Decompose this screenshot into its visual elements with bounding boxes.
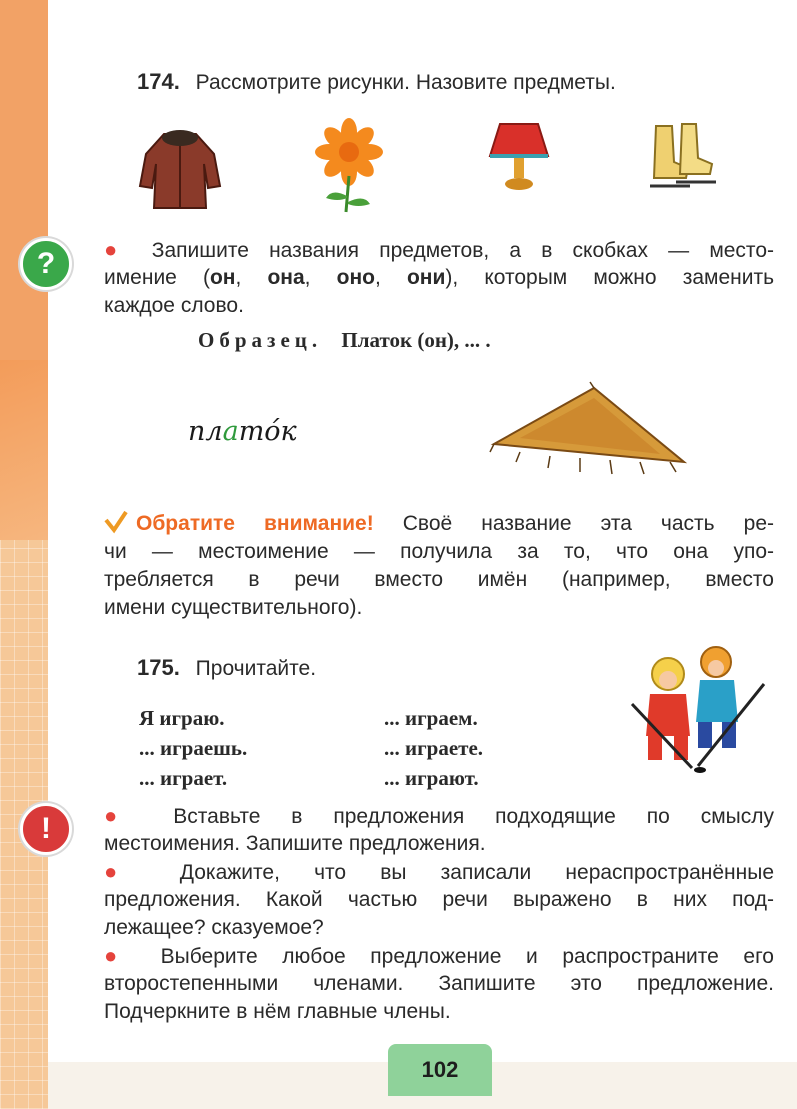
task-2-line-3: лежащее? сказуемое? xyxy=(104,916,324,939)
task-3-line-1: ● Выберите любое предложение и распространите его xyxy=(104,943,774,968)
note-line-4: имени существительного). xyxy=(104,596,363,619)
question-badge-icon: ? xyxy=(20,238,72,290)
table-row-2-right: ... играете. xyxy=(384,736,484,760)
coat-icon xyxy=(134,124,226,214)
attention-label: Обратите внимание! xyxy=(136,512,374,535)
checkmark-icon xyxy=(104,510,128,532)
task-2-line-1: ● Докажите, что вы записали нераспространённые xyxy=(104,859,774,884)
exercise-174-header xyxy=(137,68,616,97)
bullet-icon: ● xyxy=(104,943,137,968)
handwritten-word: плато́к xyxy=(188,416,297,447)
exercise-task: Рассмотрите рисунки. Назовите предметы. xyxy=(195,71,616,94)
task-1-line-2: местоимения. Запишите предложения. xyxy=(104,832,486,855)
exclamation-badge-icon: ! xyxy=(20,803,72,855)
table-row-3-right: ... играют. xyxy=(384,766,479,790)
table-row-2-left: ... играешь. xyxy=(139,736,248,760)
task-1-line-1: ● Вставьте в предложения подходящие по смыслу xyxy=(104,803,774,828)
sample-line xyxy=(198,326,491,354)
page-number: 102 xyxy=(388,1044,492,1096)
table-row-1-right: ... играем. xyxy=(384,706,478,730)
exercise-175-header xyxy=(137,654,316,683)
task-3-line-3: Подчеркните в нём главные члены. xyxy=(104,1000,451,1023)
exercise-number: 175. xyxy=(137,655,180,680)
note-line-3: требляется в речи вместо имён (например, вместо xyxy=(104,568,774,591)
pronoun-on: он xyxy=(209,266,236,289)
pronoun-ona: она xyxy=(267,266,305,289)
table-row-3-left: ... играет. xyxy=(139,766,228,790)
task-2-line-2: предложения. Какой частью речи выражено в них под- xyxy=(104,888,774,911)
lamp-icon xyxy=(486,120,552,194)
instruction-line-1: ● Запишите названия предметов, а в скобках — место- xyxy=(104,237,774,262)
scarf-icon xyxy=(490,382,690,478)
exercise-task: Прочитайте. xyxy=(195,657,317,680)
note-line-2: чи — местоимение — получила за то, что она упо- xyxy=(104,540,774,563)
hockey-players-icon xyxy=(628,644,772,776)
instruction-line-3: каждое слово. xyxy=(104,294,244,317)
sample-label: Образец. xyxy=(198,328,323,352)
skates-icon xyxy=(646,122,720,194)
pronoun-ono: оно xyxy=(336,266,375,289)
task-3-line-2: второстепенными членами. Запишите это предложение. xyxy=(104,972,774,995)
table-row-1-left: Я играю. xyxy=(139,706,225,730)
bullet-icon: ● xyxy=(104,237,132,262)
sample-text: Платок (он), ... . xyxy=(341,328,491,352)
exercise-number: 174. xyxy=(137,69,180,94)
pronoun-oni: они xyxy=(406,266,446,289)
flower-icon xyxy=(306,118,392,214)
bullet-icon: ● xyxy=(104,859,146,884)
bullet-icon: ● xyxy=(104,803,143,828)
note-line-1: Обратите внимание! Своё название эта часть ре- xyxy=(136,512,774,535)
instruction-line-2: имение (он, она, оно, они), которым можно заменить xyxy=(104,266,775,289)
